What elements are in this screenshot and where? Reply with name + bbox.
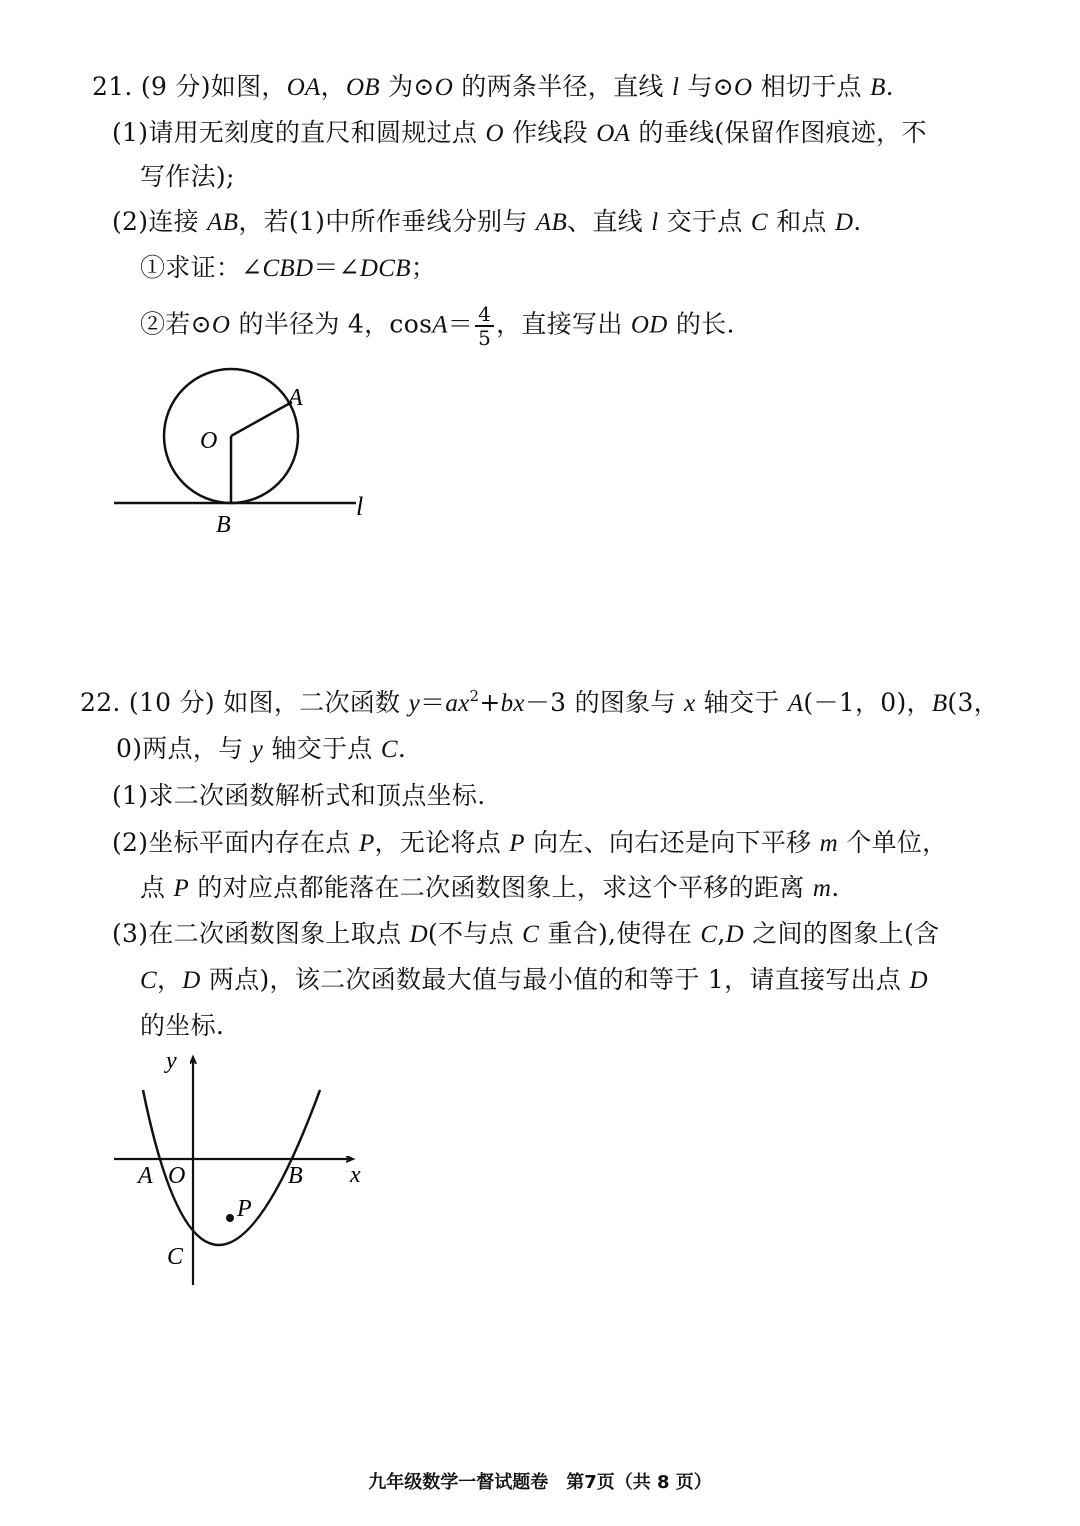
q21-intro: 21. (9 分)如图，OA，OB 为⊙O 的两条半径，直线 l 与⊙O 相切于点 B. (92, 72, 894, 101)
q22-part2-cont: 点 P 的对应点都能落在二次函数图象上，求这个平移的距离 m. (140, 873, 840, 902)
q22-part2: (2)坐标平面内存在点 P，无论将点 P 向左、向右还是向下平移 m 个单位， (112, 828, 948, 857)
q22-part3-cont: C，D 两点)，该二次函数最大值与最小值的和等于 1，请直接写出点 D (140, 965, 928, 994)
radius-oa (231, 402, 292, 436)
q22-intro-cont: 0)两点，与 y 轴交于点 C. (116, 734, 407, 763)
label-b: B (288, 1163, 303, 1189)
label-a: A (288, 385, 303, 411)
label-b: B (216, 512, 231, 538)
label-x-axis: x (350, 1162, 361, 1188)
q22-part3: (3)在二次函数图象上取点 D(不与点 C 重合),使得在 C,D 之间的图象上(含 (112, 919, 940, 948)
q21-number: 21. (92, 72, 133, 101)
label-y-axis: y (166, 1048, 177, 1074)
label-c: C (167, 1244, 184, 1270)
q22-intro: 22. (10 分) 如图，二次函数 $y=ax^2+bx-3$ 的图象与 x 轴交于 A(－1，0)，B(3， (80, 687, 999, 717)
label-p: P (237, 1196, 252, 1222)
q22-figure (100, 1040, 400, 1300)
q21-sub1: ①求证：∠CBD＝∠DCB； (140, 253, 437, 282)
label-o: O (200, 428, 218, 454)
fraction-4-5: $\frac{4}{5}$ (475, 303, 494, 349)
q21-part1-cont: 写作法); (140, 162, 235, 191)
point-p (226, 1214, 234, 1222)
q22-part1: (1)求二次函数解析式和顶点坐标. (112, 781, 486, 810)
label-l: l (356, 492, 364, 521)
q21-part2: (2)连接 AB，若(1)中所作垂线分别与 AB、直线 l 交于点 C 和点 D. (112, 207, 862, 236)
q21-part1: (1)请用无刻度的直尺和圆规过点 O 作线段 OA 的垂线(保留作图痕迹，不 (112, 118, 927, 147)
page-footer: 九年级数学一督试题卷 第7页（共 8 页） (368, 1472, 712, 1493)
q21-figure (100, 360, 400, 550)
q22-number: 22. (80, 688, 121, 717)
q22-points: (10 分) (128, 688, 215, 717)
q21-sub2: ②若⊙O 的半径为 4，cosA＝ $\frac{4}{5}$ ，直接写出 OD 的长. (140, 302, 735, 350)
q22-part3-cont2: 的坐标. (140, 1011, 225, 1040)
label-a: A (138, 1163, 153, 1189)
q21-points: (9 分) (140, 72, 211, 101)
label-o: O (168, 1163, 186, 1189)
